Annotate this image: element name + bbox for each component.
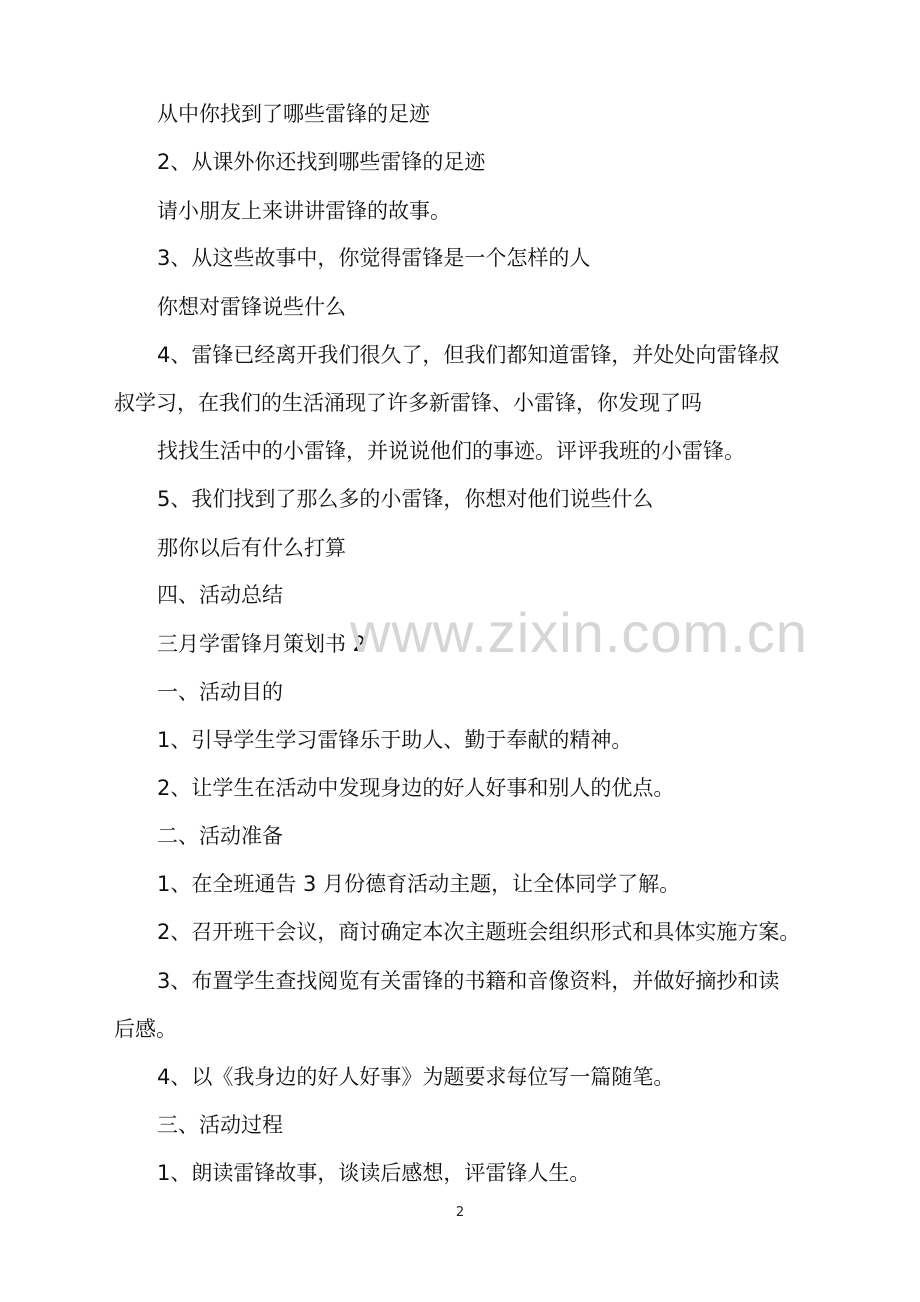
text-line: 2、从课外你还找到哪些雷锋的足迹 xyxy=(157,150,486,174)
section-heading: 四、活动总结 xyxy=(157,583,283,607)
text-line: 1、引导学生学习雷锋乐于助人、勤于奉献的精神。 xyxy=(157,728,633,752)
text-line: 叔学习，在我们的生活涌现了许多新雷锋、小雷锋，你发现了吗 xyxy=(114,391,702,415)
document-title: 三月学雷锋月策划书 2 xyxy=(157,632,367,656)
text-line: 4、雷锋已经离开我们很久了，但我们都知道雷锋，并处处向雷锋叔 xyxy=(157,343,780,367)
text-line: 后感。 xyxy=(114,1017,177,1041)
section-heading: 二、活动准备 xyxy=(157,824,283,848)
text-line: 1、朗读雷锋故事，谈读后感想，评雷锋人生。 xyxy=(157,1161,591,1185)
text-line: 5、我们找到了那么多的小雷锋，你想对他们说些什么 xyxy=(157,487,654,511)
text-line: 找找生活中的小雷锋，并说说他们的事迹。评评我班的小雷锋。 xyxy=(157,439,745,463)
page-number: 2 xyxy=(455,1205,465,1220)
text-line: 4、以《我身边的好人好事》为题要求每位写一篇随笔。 xyxy=(157,1065,675,1089)
text-line: 2、召开班干会议，商讨确定本次主题班会组织形式和具体实施方案。 xyxy=(157,920,801,944)
text-line: 那你以后有什么打算 xyxy=(157,536,346,560)
text-line: 从中你找到了哪些雷锋的足迹 xyxy=(157,102,430,126)
text-line: 2、让学生在活动中发现身边的好人好事和别人的优点。 xyxy=(157,776,675,800)
section-heading: 一、活动目的 xyxy=(157,680,283,704)
text-line: 1、在全班通告 3 月份德育活动主题，让全体同学了解。 xyxy=(157,872,681,896)
section-heading: 三、活动过程 xyxy=(157,1113,283,1137)
watermark: www.zixin.com.cn xyxy=(350,601,808,664)
text-line: 3、布置学生查找阅览有关雷锋的书籍和音像资料，并做好摘抄和读 xyxy=(157,969,780,993)
text-line: 请小朋友上来讲讲雷锋的故事。 xyxy=(157,199,451,223)
text-line: 你想对雷锋说些什么 xyxy=(157,295,346,319)
text-line: 3、从这些故事中，你觉得雷锋是一个怎样的人 xyxy=(157,246,591,270)
